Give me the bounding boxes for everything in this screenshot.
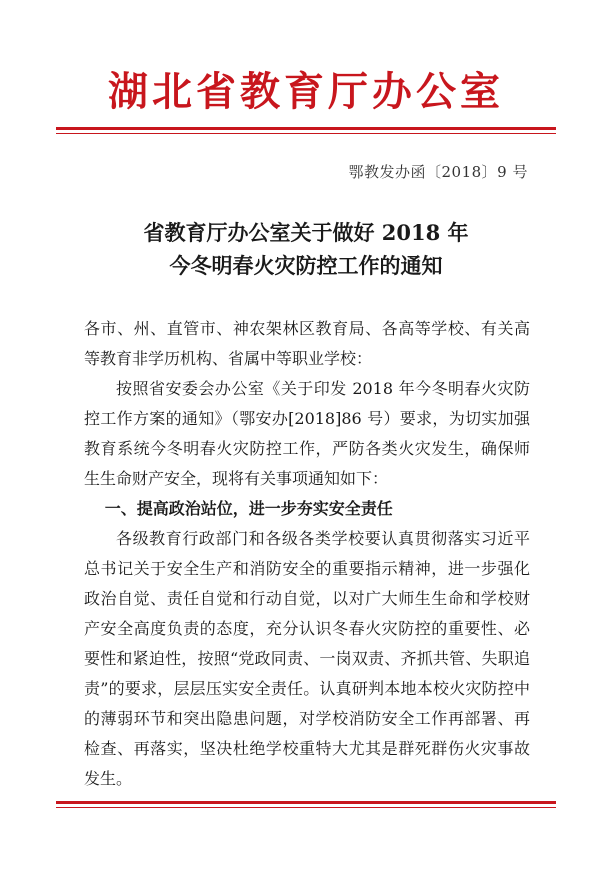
footer-red-rule-thin: [56, 807, 556, 808]
section-1-paragraph: 各级教育行政部门和各级各类学校要认真贯彻落实习近平总书记关于安全生产和消防安全的重要指示精神，进一步强化政治自觉、责任自觉和行动自觉，以对广大师生生命和学校财产安全高度负责的态度，充分认识冬春火灾防控的重要性、必要性和紧迫性，按照“党政同责、一岗双责、齐抓共管、失职追责”的要求，层层压实安全责任。认真研判本地本校火灾防控中的薄弱环节和突出隐患问题，对学校消防安全工作再部署、再检查、再落实，坚决杜绝学校重特大尤其是群死群伤火灾事故发生。: [84, 529, 530, 788]
addressee-paragraph: 各市、州、直管市、神农架林区教育局、各高等学校、有关高等教育非学历机构、省属中等职业学校：: [84, 319, 530, 368]
header-red-rule-thin: [56, 133, 556, 134]
document-title: [0, 216, 612, 282]
issuer-header: 湖北省教育厅办公室: [108, 68, 504, 115]
footer-red-rule-thick: [56, 801, 556, 804]
document-number: 鄂教发办函〔2018〕9 号: [348, 163, 528, 181]
document-title-line-1: 省教育厅办公室关于做好 2018 年: [143, 220, 469, 245]
document-body: [84, 314, 530, 794]
section-1-heading: 一、提高政治站位，进一步夯实安全责任: [104, 499, 393, 518]
header-red-rule-thick: [56, 127, 556, 130]
document-title-line-2: 今冬明春火灾防控工作的通知: [169, 253, 443, 278]
intro-paragraph: 按照省安委会办公室《关于印发 2018 年今冬明春火灾防控工作方案的通知》（鄂安办[2018]86 号）要求，为切实加强教育系统今冬明春火灾防控工作，严防各类火灾发生，确保师生生命财产安全，现将有关事项通知如下：: [84, 379, 530, 488]
